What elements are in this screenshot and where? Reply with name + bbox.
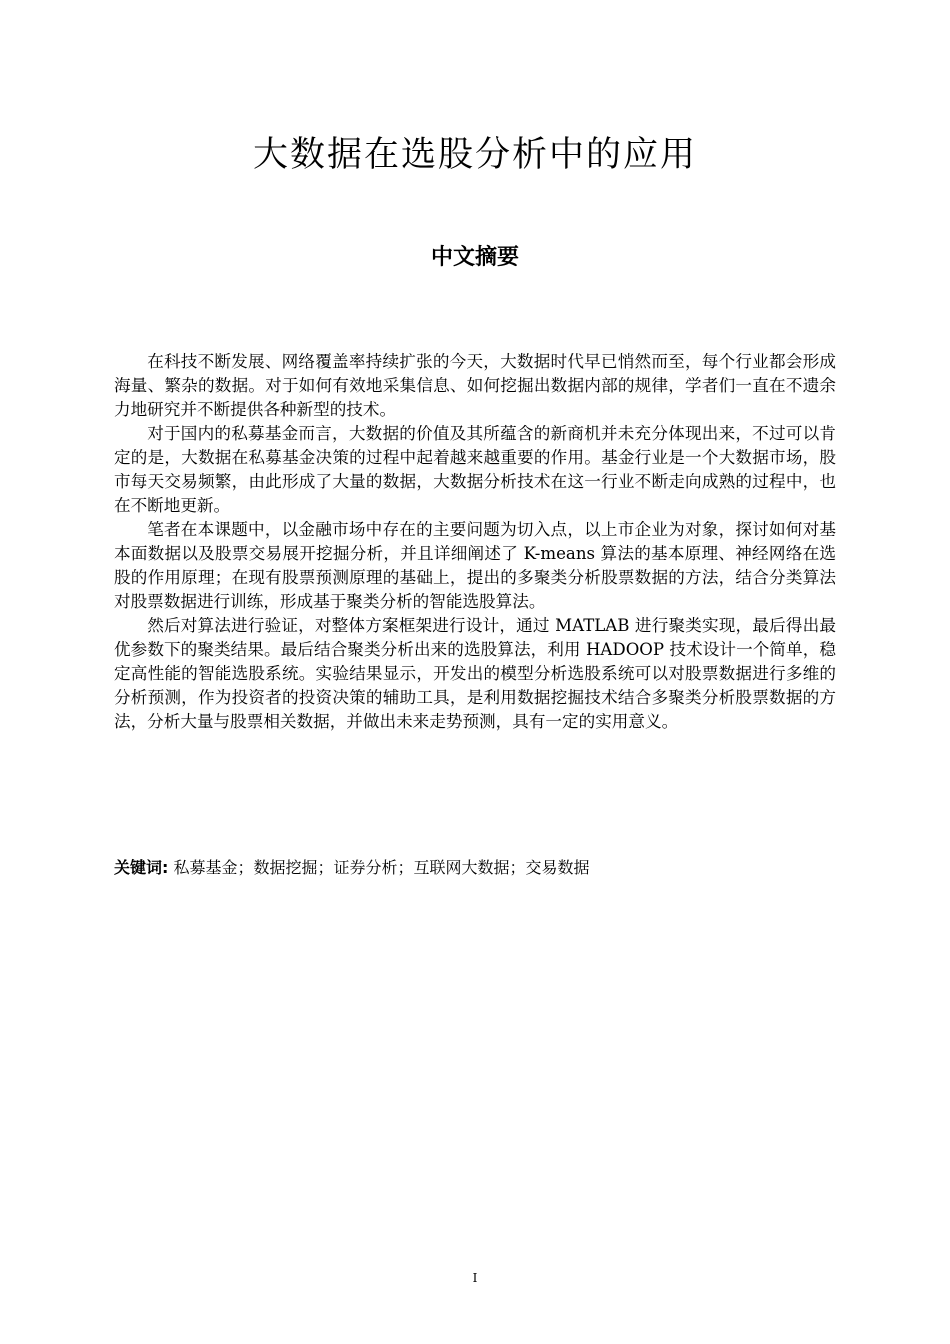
abstract-body bbox=[114, 350, 836, 734]
keywords-label: 关键词: bbox=[114, 858, 169, 877]
abstract-paragraph-3: 笔者在本课题中，以金融市场中存在的主要问题为切入点，以上市企业为对象，探讨如何对基本面数据以及股票交易展开挖掘分析，并且详细阐述了 K-means 算法的基本原理、神经网络在选股的作用原理；在现有股票预测原理的基础上，提出的多聚类分析股票数据的方法，结合分类算法对股票数据进行训练，形成基于聚类分析的智能选股算法。 bbox=[114, 520, 836, 611]
abstract-paragraph-2: 对于国内的私募基金而言，大数据的价值及其所蕴含的新商机并未充分体现出来，不过可以肯定的是，大数据在私募基金决策的过程中起着越来越重要的作用。基金行业是一个大数据市场，股市每天交易频繁，由此形成了大量的数据，大数据分析技术在这一行业不断走向成熟的过程中，也在不断地更新。 bbox=[114, 424, 836, 515]
keywords-line bbox=[114, 856, 836, 880]
keywords-list: 私募基金；数据挖掘；证券分析；互联网大数据；交易数据 bbox=[168, 858, 590, 877]
page-number: I bbox=[472, 1271, 478, 1285]
abstract-heading: 中文摘要 bbox=[430, 245, 519, 270]
abstract-paragraph-1: 在科技不断发展、网络覆盖率持续扩张的今天，大数据时代早已悄然而至，每个行业都会形成海量、繁杂的数据。对于如何有效地采集信息、如何挖掘出数据内部的规律，学者们一直在不遗余力地研究并不断提供各种新型的技术。 bbox=[114, 352, 836, 419]
document-title: 大数据在选股分析中的应用 bbox=[252, 135, 697, 175]
abstract-paragraph-4: 然后对算法进行验证，对整体方案框架进行设计，通过 MATLAB 进行聚类实现，最后得出最优参数下的聚类结果。最后结合聚类分析出来的选股算法，利用 HADOOP 技术设计一个简单，稳定高性能的智能选股系统。实验结果显示，开发出的模型分析选股系统可以对股票数据进行多维的分析预测，作为投资者的投资决策的辅助工具，是利用数据挖掘技术结合多聚类分析股票数据的方法，分析大量与股票相关数据，并做出未来走势预测，具有一定的实用意义。 bbox=[114, 616, 836, 731]
